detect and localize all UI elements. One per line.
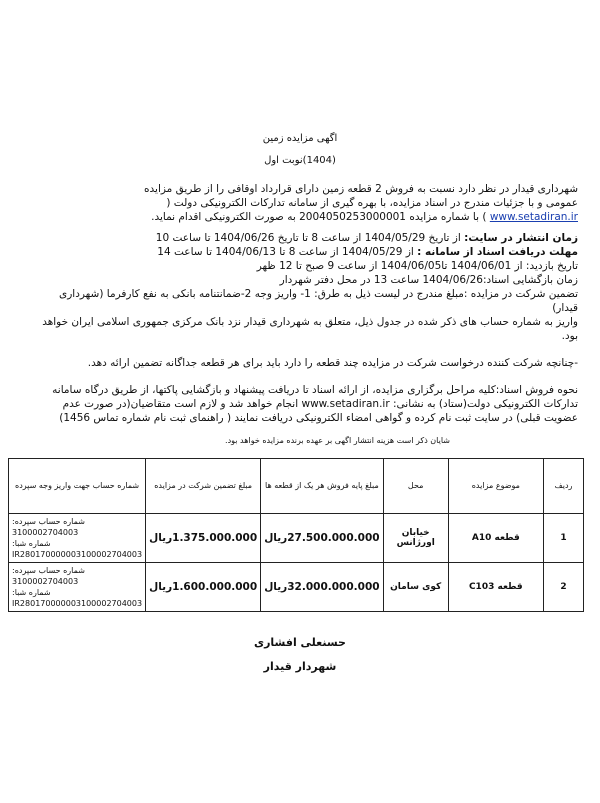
header-subject: موضوع مزایده — [448, 459, 543, 514]
cell-row-number: 2 — [543, 563, 583, 612]
sales-line-1: نحوه فروش اسناد:کلیه مراحل برگزاری مزایده، از ارائه اسناد تا دریافت پیشنهاد و بازگشایی پاکتها، از طریق درگاه سامانه — [52, 384, 578, 396]
cell-location: خیابان اورژانس — [383, 514, 448, 563]
document-subtitle: (1404)نوبت اول — [264, 155, 336, 166]
sales-line-3: عضویت قبلی) در سایت ثبت نام کرده و گواهی امضاء الکترونیکی دریافت نمایند ( راهنمای ثبت نام شماره تماس 1456) — [59, 412, 578, 424]
intro-paragraph — [22, 182, 578, 224]
account-number: 3100002704003 — [12, 528, 79, 537]
auction-table — [8, 458, 584, 612]
multi-lot-note-text: -چنانچه شرکت کننده درخواست شرکت در مزایده چند قطعه را دارد باید برای هر قطعه جداگانه تضمین ارائه دهد. — [87, 357, 578, 369]
intro-line-2: عمومی و با جزئیات مندرج در اسناد مزایده، با بهره گیری از سامانه تدارکات الکترونیکی دولت ( — [166, 197, 578, 209]
table-header-row — [9, 459, 584, 514]
signatory-title: شهردار قیدار — [263, 660, 337, 673]
opening-line: زمان بازگشایی اسناد:1404/06/26 ساعت 13 در محل دفتر شهردار — [279, 274, 578, 286]
publish-line — [22, 231, 578, 245]
cell-account — [9, 514, 146, 563]
cell-location: کوی سامان — [383, 563, 448, 612]
sheba-number: IR280170000003100002704003 — [12, 599, 143, 608]
cell-guarantee: 1.375.000.000ریال — [146, 514, 261, 563]
document-title: اگهی مزایده زمین — [262, 133, 338, 144]
sheba-label: شماره شبا: — [12, 588, 51, 597]
intro-line-3-text: ) با شماره مزایده 2004050253000001 به صورت الکترونیکی اقدام نماید. — [151, 211, 487, 223]
guarantee-line-2: قیدار) — [552, 302, 578, 314]
docs-label: مهلت دریافت اسناد از سامانه : — [417, 246, 578, 258]
schedule-block — [22, 231, 578, 343]
table-row — [9, 563, 584, 612]
cell-subject: قطعه A10 — [448, 514, 543, 563]
sales-paragraph — [22, 383, 578, 425]
guarantee-line-4: بود. — [561, 330, 578, 342]
guarantee-line-1: تضمین شرکت در مزایده :مبلغ مندرج در لیست ذیل به طرق: 1- واریز وجه 2-ضمانتنامه بانکی به نفع کارفرما (شهرداری — [59, 288, 578, 300]
account-number: 3100002704003 — [12, 577, 79, 586]
signatory-name: حسنعلی افشاری — [254, 636, 346, 649]
header-location: محل — [383, 459, 448, 514]
intro-line-1: شهرداری قیدار در نظر دارد نسبت به فروش 2 قطعه زمین دارای قرارداد اوقافی را از طریق مزایده — [144, 183, 578, 195]
multi-lot-note — [22, 356, 578, 370]
docs-line — [22, 245, 578, 259]
intro-line-3 — [22, 210, 578, 224]
cell-base-price: 27.500.000.000ریال — [261, 514, 383, 563]
cell-guarantee: 1.600.000.000ریال — [146, 563, 261, 612]
guarantee-line-3: واریز به شماره حساب های ذکر شده در جدول ذیل، متعلق به شهرداری قیدار نزد بانک مرکزی جمهوری اسلامی ایران خواهد — [42, 316, 578, 328]
publish-text: از تاریخ 1404/05/29 از ساعت 8 تا تاریخ 1404/06/26 تا ساعت 10 — [155, 232, 461, 244]
docs-text: از 1404/05/29 از ساعت 8 تا 1404/06/13 تا ساعت 14 — [157, 246, 414, 258]
sheba-label: شماره شبا: — [12, 539, 51, 548]
publish-label: زمان انتشار در سایت: — [464, 232, 578, 244]
cell-base-price: 32.000.000.000ریال — [261, 563, 383, 612]
cost-note: شایان ذکر است هزینه انتشار اگهی بر عهده برنده مزایده خواهد بود. — [225, 436, 450, 445]
visit-line: تاریخ بازدید: از 1404/06/01 تا1404/06/05 از ساعت 9 صبح تا 12 ظهر — [256, 260, 578, 272]
account-label: شماره حساب سپرده: — [12, 566, 85, 575]
sheba-number: IR280170000003100002704003 — [12, 550, 143, 559]
header-account: شماره حساب جهت واریز وجه سپرده — [9, 459, 146, 514]
cell-account — [9, 563, 146, 612]
sales-line-2: تدارکات الکترونیکی دولت(ستاد) به نشانی: www.setadiran.ir انجام خواهد شد و لازم است متقاضیان(در صورت عدم — [62, 398, 578, 410]
table-row — [9, 514, 584, 563]
header-row-number: ردیف — [543, 459, 583, 514]
cell-subject: قطعه C103 — [448, 563, 543, 612]
header-base-price: مبلغ پایه فروش هر یک از قطعه ها — [261, 459, 383, 514]
header-guarantee: مبلغ تضمین شرکت در مزایده — [146, 459, 261, 514]
cell-row-number: 1 — [543, 514, 583, 563]
setadiran-link[interactable]: www.setadiran.ir — [489, 211, 578, 223]
account-label: شماره حساب سپرده: — [12, 517, 85, 526]
